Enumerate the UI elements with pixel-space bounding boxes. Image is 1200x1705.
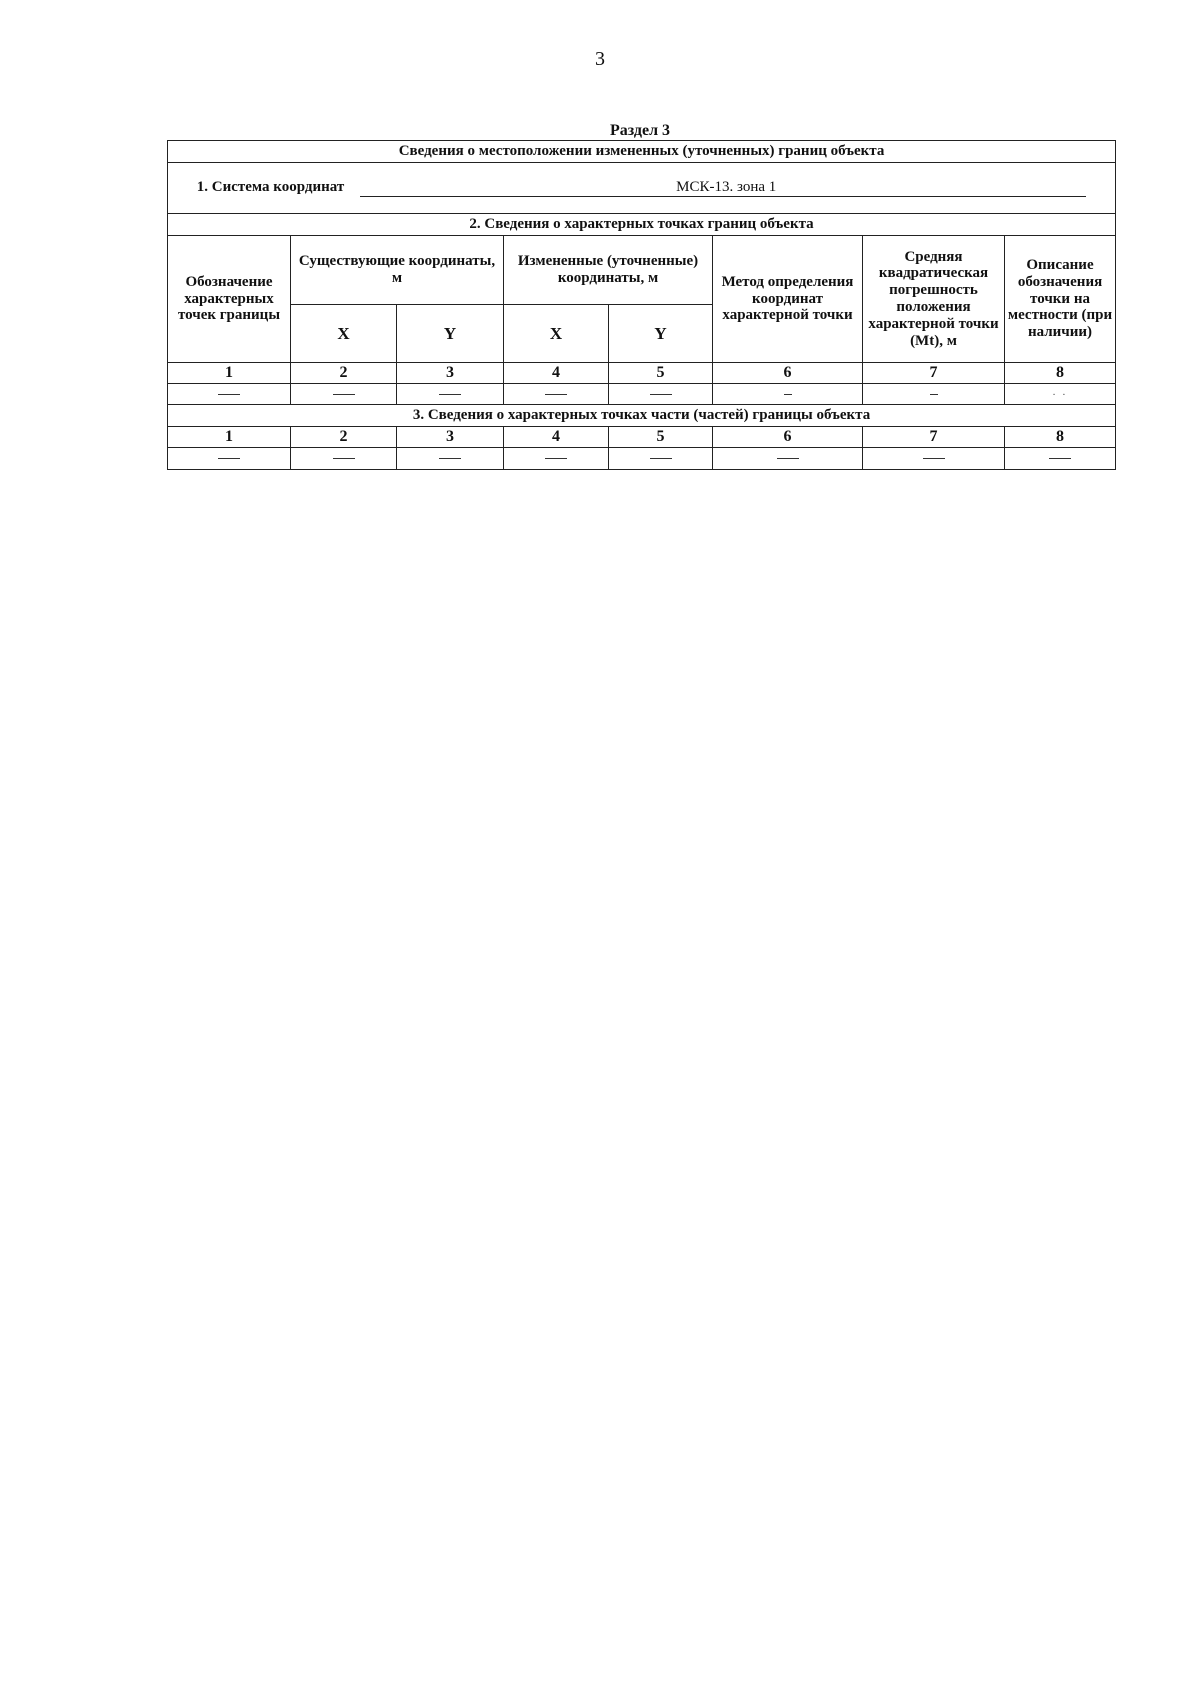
boundary-table [167, 140, 1116, 470]
header-mean-error: Средняя квадратическая погрешность положения характерной точки (Mt), м [863, 236, 1005, 363]
empty-cell-dash [397, 448, 504, 470]
header-changed-y: Y [609, 305, 713, 363]
subsection-2-title: 2. Сведения о характерных точках границ объекта [168, 214, 1116, 236]
header-changed-x: X [504, 305, 609, 363]
empty-cell-dash [168, 384, 291, 405]
column-number: 3 [397, 427, 504, 448]
empty-cell-dash [397, 384, 504, 405]
header-method: Метод определения координат характерной точки [713, 236, 863, 363]
empty-cell-dash [609, 448, 713, 470]
column-number: 1 [168, 363, 291, 384]
column-number: 2 [291, 363, 397, 384]
empty-cell-dash [504, 448, 609, 470]
header-existing-x: X [291, 305, 397, 363]
empty-cell-dash [713, 448, 863, 470]
empty-cell-dash [168, 448, 291, 470]
section-title: Раздел 3 [609, 122, 671, 139]
column-number: 3 [397, 363, 504, 384]
column-number: 5 [609, 363, 713, 384]
column-number: 6 [713, 363, 863, 384]
coordinate-system-value: МСК-13. зона 1 [360, 179, 1086, 197]
empty-cell-dash [863, 448, 1005, 470]
empty-cell-dots: · · [1005, 384, 1116, 405]
page-number: 3 [595, 48, 605, 70]
coordinate-system-row [168, 163, 1116, 214]
empty-cell-dash [713, 384, 863, 405]
column-number: 4 [504, 363, 609, 384]
subsection-3-title: 3. Сведения о характерных точках части (частей) границы объекта [168, 405, 1116, 427]
column-number: 7 [863, 363, 1005, 384]
empty-cell-dash [291, 448, 397, 470]
header-existing-coordinates: Существующие координаты, м [291, 236, 504, 305]
header-description: Описание обозначения точки на местности (при наличии) [1005, 236, 1116, 363]
header-point-designation: Обозначение характерных точек границы [168, 236, 291, 363]
coordinate-system-label: 1. Система координат [196, 179, 345, 196]
column-number: 6 [713, 427, 863, 448]
column-number: 5 [609, 427, 713, 448]
empty-cell-dash [863, 384, 1005, 405]
column-number: 2 [291, 427, 397, 448]
header-changed-coordinates: Измененные (уточненные) координаты, м [504, 236, 713, 305]
empty-cell-dash [1005, 448, 1116, 470]
column-number: 4 [504, 427, 609, 448]
header-existing-y: Y [397, 305, 504, 363]
column-number: 1 [168, 427, 291, 448]
column-number: 8 [1005, 363, 1116, 384]
empty-cell-dash [609, 384, 713, 405]
column-number: 8 [1005, 427, 1116, 448]
table-title: Сведения о местоположении измененных (уточненных) границ объекта [168, 141, 1116, 163]
column-number: 7 [863, 427, 1005, 448]
empty-cell-dash [291, 384, 397, 405]
empty-cell-dash [504, 384, 609, 405]
